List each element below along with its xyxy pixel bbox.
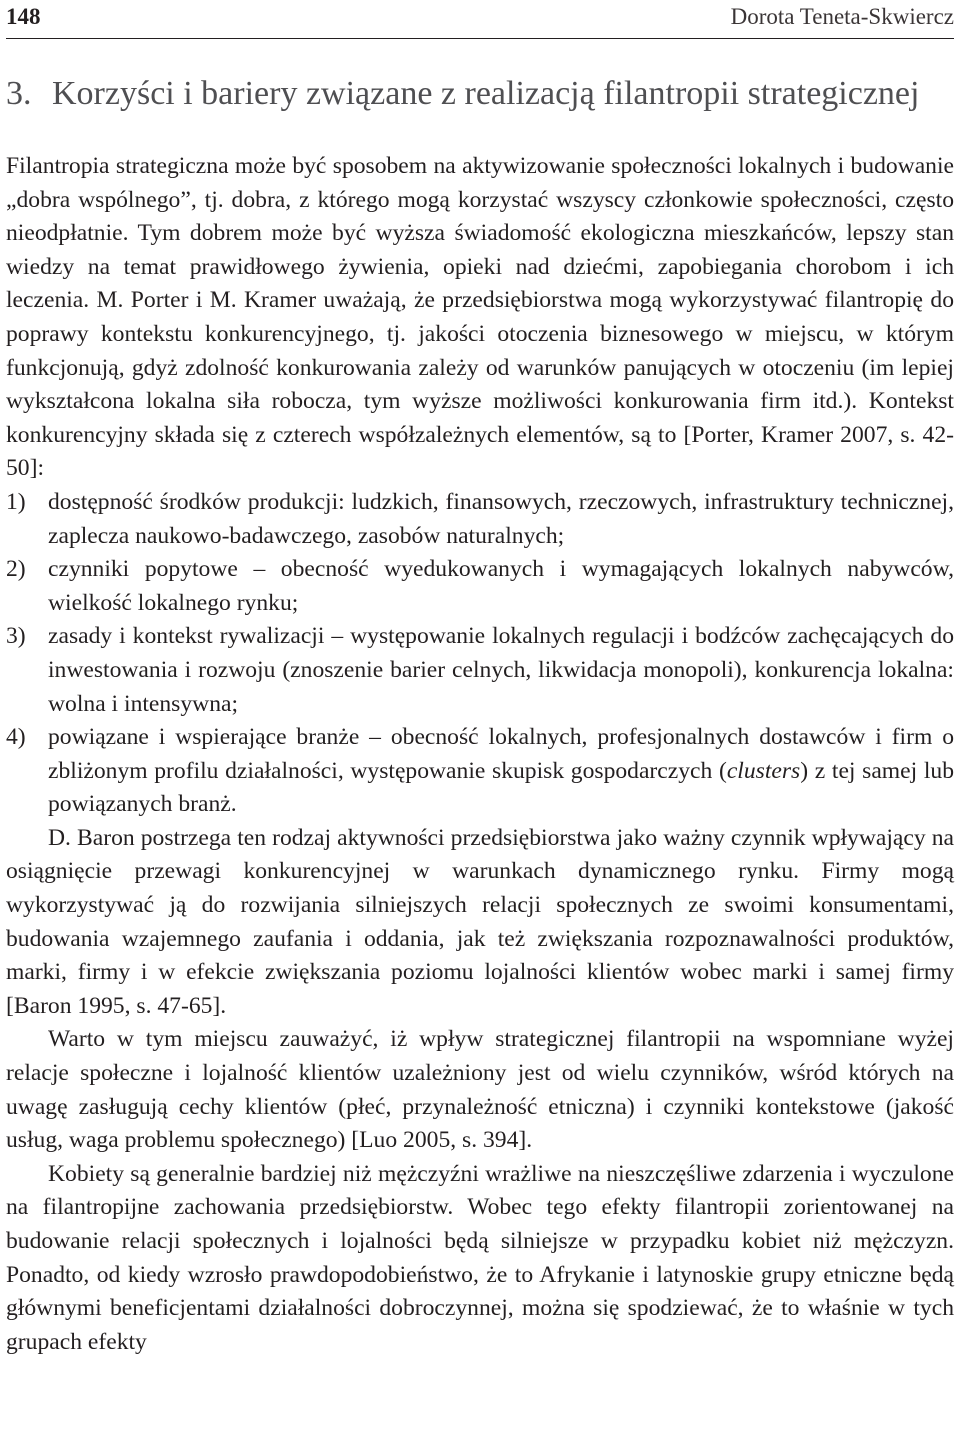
italic-term: clusters: [726, 757, 801, 784]
list-item-text: czynniki popytowe – obecność wyedukowanych i wymagających lokalnych nabywców, wielkość lokalnego rynku;: [48, 556, 954, 616]
running-head-author: Dorota Teneta-Skwiercz: [730, 4, 954, 29]
section-number: 3.: [6, 75, 32, 112]
list-item: [6, 721, 954, 822]
list-item-number: 3): [6, 623, 26, 650]
page-number: 148: [6, 4, 41, 29]
section-title: Korzyści i bariery związane z realizacją filantropii strategicznej: [52, 75, 920, 112]
competitive-context-list: [6, 486, 954, 822]
list-item-text: zasady i kontekst rywalizacji – występowanie lokalnych regulacji i bodźców zachęcających do inwestowania i rozwoju (znoszenie barier celnych, likwidacja monopoli), konkurencja lokalna: wolna i intensywna;: [48, 623, 954, 717]
list-item-text: dostępność środków produkcji: ludzkich, finansowych, rzeczowych, infrastruktury technicznej, zaplecza naukowo-badawczego, zasobów naturalnych;: [48, 488, 954, 549]
section-heading: [6, 73, 954, 114]
list-item-number: 4): [6, 724, 26, 751]
list-item: [6, 620, 954, 721]
paragraph-3: Warto w tym miejscu zauważyć, iż wpływ strategicznej filantropii na wspomniane wyżej relacje społeczne i lojalność klientów uzależniony jest od wielu czynników, wśród których na uwagę zasługują cechy klientów (płeć, przynależność etniczna) i czynniki kontekstowe (jakość usług, waga problemu społecznego) [Luo 2005, s. 394].: [6, 1026, 954, 1154]
list-item-text-part: powiązane i wspierające branże – obecność lokalnych, profesjonalnych dostawców i firm o zbliżonym profilu działalności, występowanie skupisk gospodarczych (: [48, 724, 954, 784]
paragraph-1: Filantropia strategiczna może być sposobem na aktywizowanie społeczności lokalnych i budowanie „dobra wspólnego”, tj. dobra, z którego mogą korzystać wszyscy członkowie społeczności, często nieodpłatnie. Tym dobrem może być wyższa świadomość ekologiczna mieszkańców, lepszy stan wiedzy na temat prawidłowego żywienia, opieki nad dziećmi, zapobiegania chorobom i ich leczenia. M. Porter i M. Kramer uważają, że przedsiębiorstwa mogą wykorzystywać filantropię do poprawy kontekstu konkurencyjnego, tj. jakości otoczenia biznesowego w miejscu, w którym funkcjonują, gdyż zdolność konkurowania zależy od warunków panujących w otoczeniu (im lepiej wykształcona lokalna siła robocza, tym wyższe możliwości konkurowania firm itd.). Kontekst konkurencyjny składa się z czterech współzależnych elementów, są to [Porter, Kramer 2007, s. 42-50]:: [6, 153, 954, 482]
list-item: [6, 553, 954, 620]
running-header: [6, 0, 954, 39]
list-item-text-part: ) z tej samej lub powiązanych branż.: [48, 757, 954, 818]
list-item-number: 1): [6, 488, 26, 515]
list-item-number: 2): [6, 556, 26, 583]
body-text: [6, 150, 954, 1359]
list-item: [6, 486, 954, 553]
paragraph-4: Kobiety są generalnie bardziej niż mężczyźni wrażliwe na nieszczęśliwe zdarzenia i wyczulone na filantropijne zachowania przedsiębiorstw. Wobec tego efekty filantropii zorientowanej na budowanie relacji społecznych i lojalności będą silniejsze w przypadku kobiet niż mężczyzn. Ponadto, od kiedy wzrosło prawdopodobieństwo, że to Afrykanie i latynoskie grupy etniczne będą głównymi beneficjentami działalności dobroczynnej, można się spodziewać, że to właśnie w tych grupach efekty: [6, 1160, 954, 1355]
list-item-text: [48, 721, 954, 822]
paragraph-2: D. Baron postrzega ten rodzaj aktywności przedsiębiorstwa jako ważny czynnik wpływający na osiągnięcie przewagi konkurencyjnej w warunkach dynamicznego rynku. Firmy mogą wykorzystywać ją do rozwijania silniejszych relacji społecznych ze swoimi konsumentami, budowania wzajemnego zaufania i oddania, jak też zwiększania rozpoznawalności produktów, marki, firmy i w efekcie zwiększania poziomu lojalności klientów wobec marki i samej firmy [Baron 1995, s. 47-65].: [6, 824, 954, 1019]
